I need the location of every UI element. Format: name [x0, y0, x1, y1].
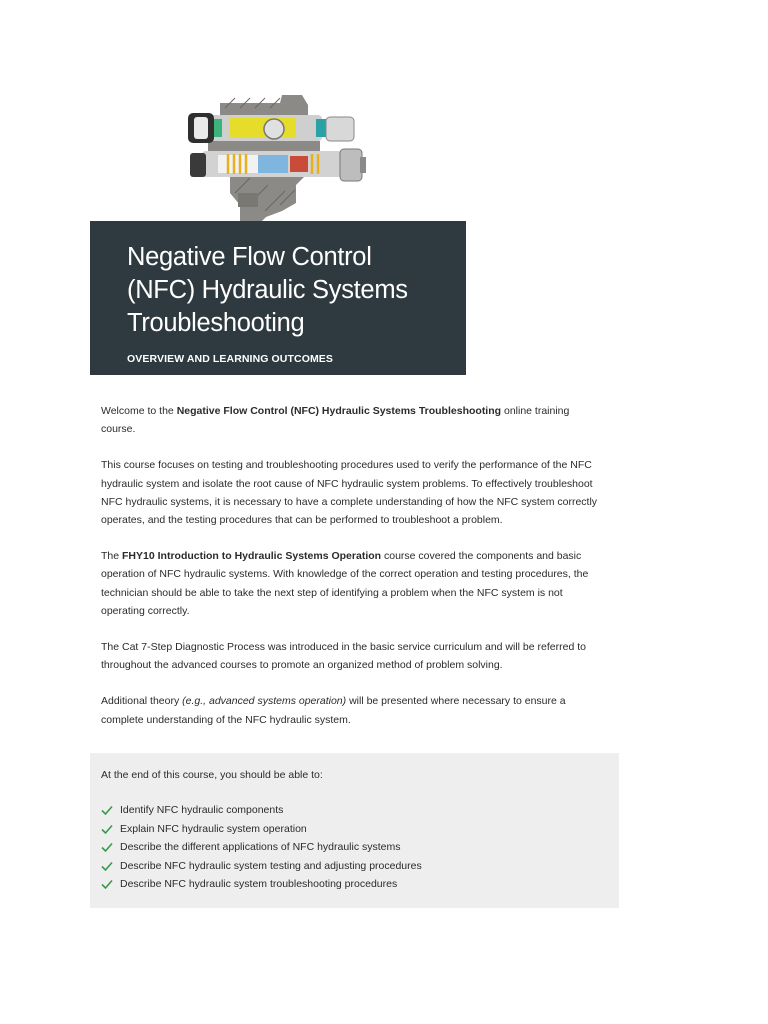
course-subtitle: OVERVIEW AND LEARNING OUTCOMES — [127, 353, 334, 365]
outcome-text: Identify NFC hydraulic components — [120, 804, 284, 817]
outcome-item — [101, 801, 619, 820]
title-line-3: Troubleshooting — [127, 309, 305, 337]
focus-paragraph: This course focuses on testing and troubleshooting procedures used to verify the performance of the NFC hydraulic system and isolate the root cause of NFC hydraulic system problems. To effectively troubleshoot NFC hydraulic systems, it is necessary to have a complete understanding of how the NFC system correctly operates, and the testing procedures that can be performed to troubleshoot a problem. — [101, 459, 598, 527]
outcome-item — [101, 875, 619, 894]
outcomes-intro: At the end of this course, you should be able to: — [101, 769, 323, 781]
learning-outcomes-box — [90, 753, 619, 908]
outcome-item — [101, 838, 619, 857]
outcome-text: Describe the different applications of NFC hydraulic systems — [120, 841, 401, 854]
theory-pre: Additional theory — [101, 695, 183, 708]
check-icon — [101, 824, 113, 834]
outcome-item — [101, 857, 619, 876]
prereq-post: course covered the components and basic operation of NFC hydraulic systems. With knowledge of the correct operation and testing procedures, the technician should be able to take the next step of identifying a problem when the NFC system is not operating correctly. — [101, 550, 589, 617]
outcomes-list — [101, 801, 619, 894]
prereq-pre: The — [101, 550, 123, 563]
welcome-pre: Welcome to the — [101, 405, 177, 417]
theory-italic: (e.g., advanced systems operation) — [182, 695, 347, 708]
outcome-text: Describe NFC hydraulic system testing and adjusting procedures — [120, 859, 422, 872]
outcome-text: Describe NFC hydraulic system troubleshooting procedures — [120, 878, 398, 891]
course-name-bold: Negative Flow Control (NFC) Hydraulic Systems Troubleshooting — [176, 405, 502, 417]
prerequisite-paragraph — [101, 547, 601, 620]
outcome-text: Explain NFC hydraulic system operation — [120, 822, 307, 835]
valve-illustration — [90, 93, 466, 221]
course-title — [127, 241, 466, 340]
additional-theory-paragraph — [101, 692, 601, 728]
course-title-banner — [90, 221, 466, 375]
check-icon — [101, 861, 113, 871]
diagnostic-process-paragraph: The Cat 7-Step Diagnostic Process was introduced in the basic service curriculum and will be referred to throughout the advanced courses to promote an organized method of problem solving. — [101, 641, 586, 672]
check-icon — [101, 842, 113, 852]
prereq-course-bold: FHY10 Introduction to Hydraulic Systems Operation — [122, 550, 382, 563]
check-icon — [101, 805, 113, 815]
theory-post: will be presented where necessary to ensure a complete understanding of the NFC hydraulic system. — [101, 695, 566, 726]
welcome-post: online training course. — [101, 405, 570, 436]
hydraulic-valve-cutaway-image — [90, 93, 466, 221]
course-description — [101, 402, 601, 747]
title-line-2: (NFC) Hydraulic Systems — [127, 276, 408, 304]
welcome-paragraph — [101, 402, 601, 438]
outcome-item — [101, 820, 619, 839]
title-line-1: Negative Flow Control — [127, 243, 372, 271]
check-icon — [101, 879, 113, 889]
